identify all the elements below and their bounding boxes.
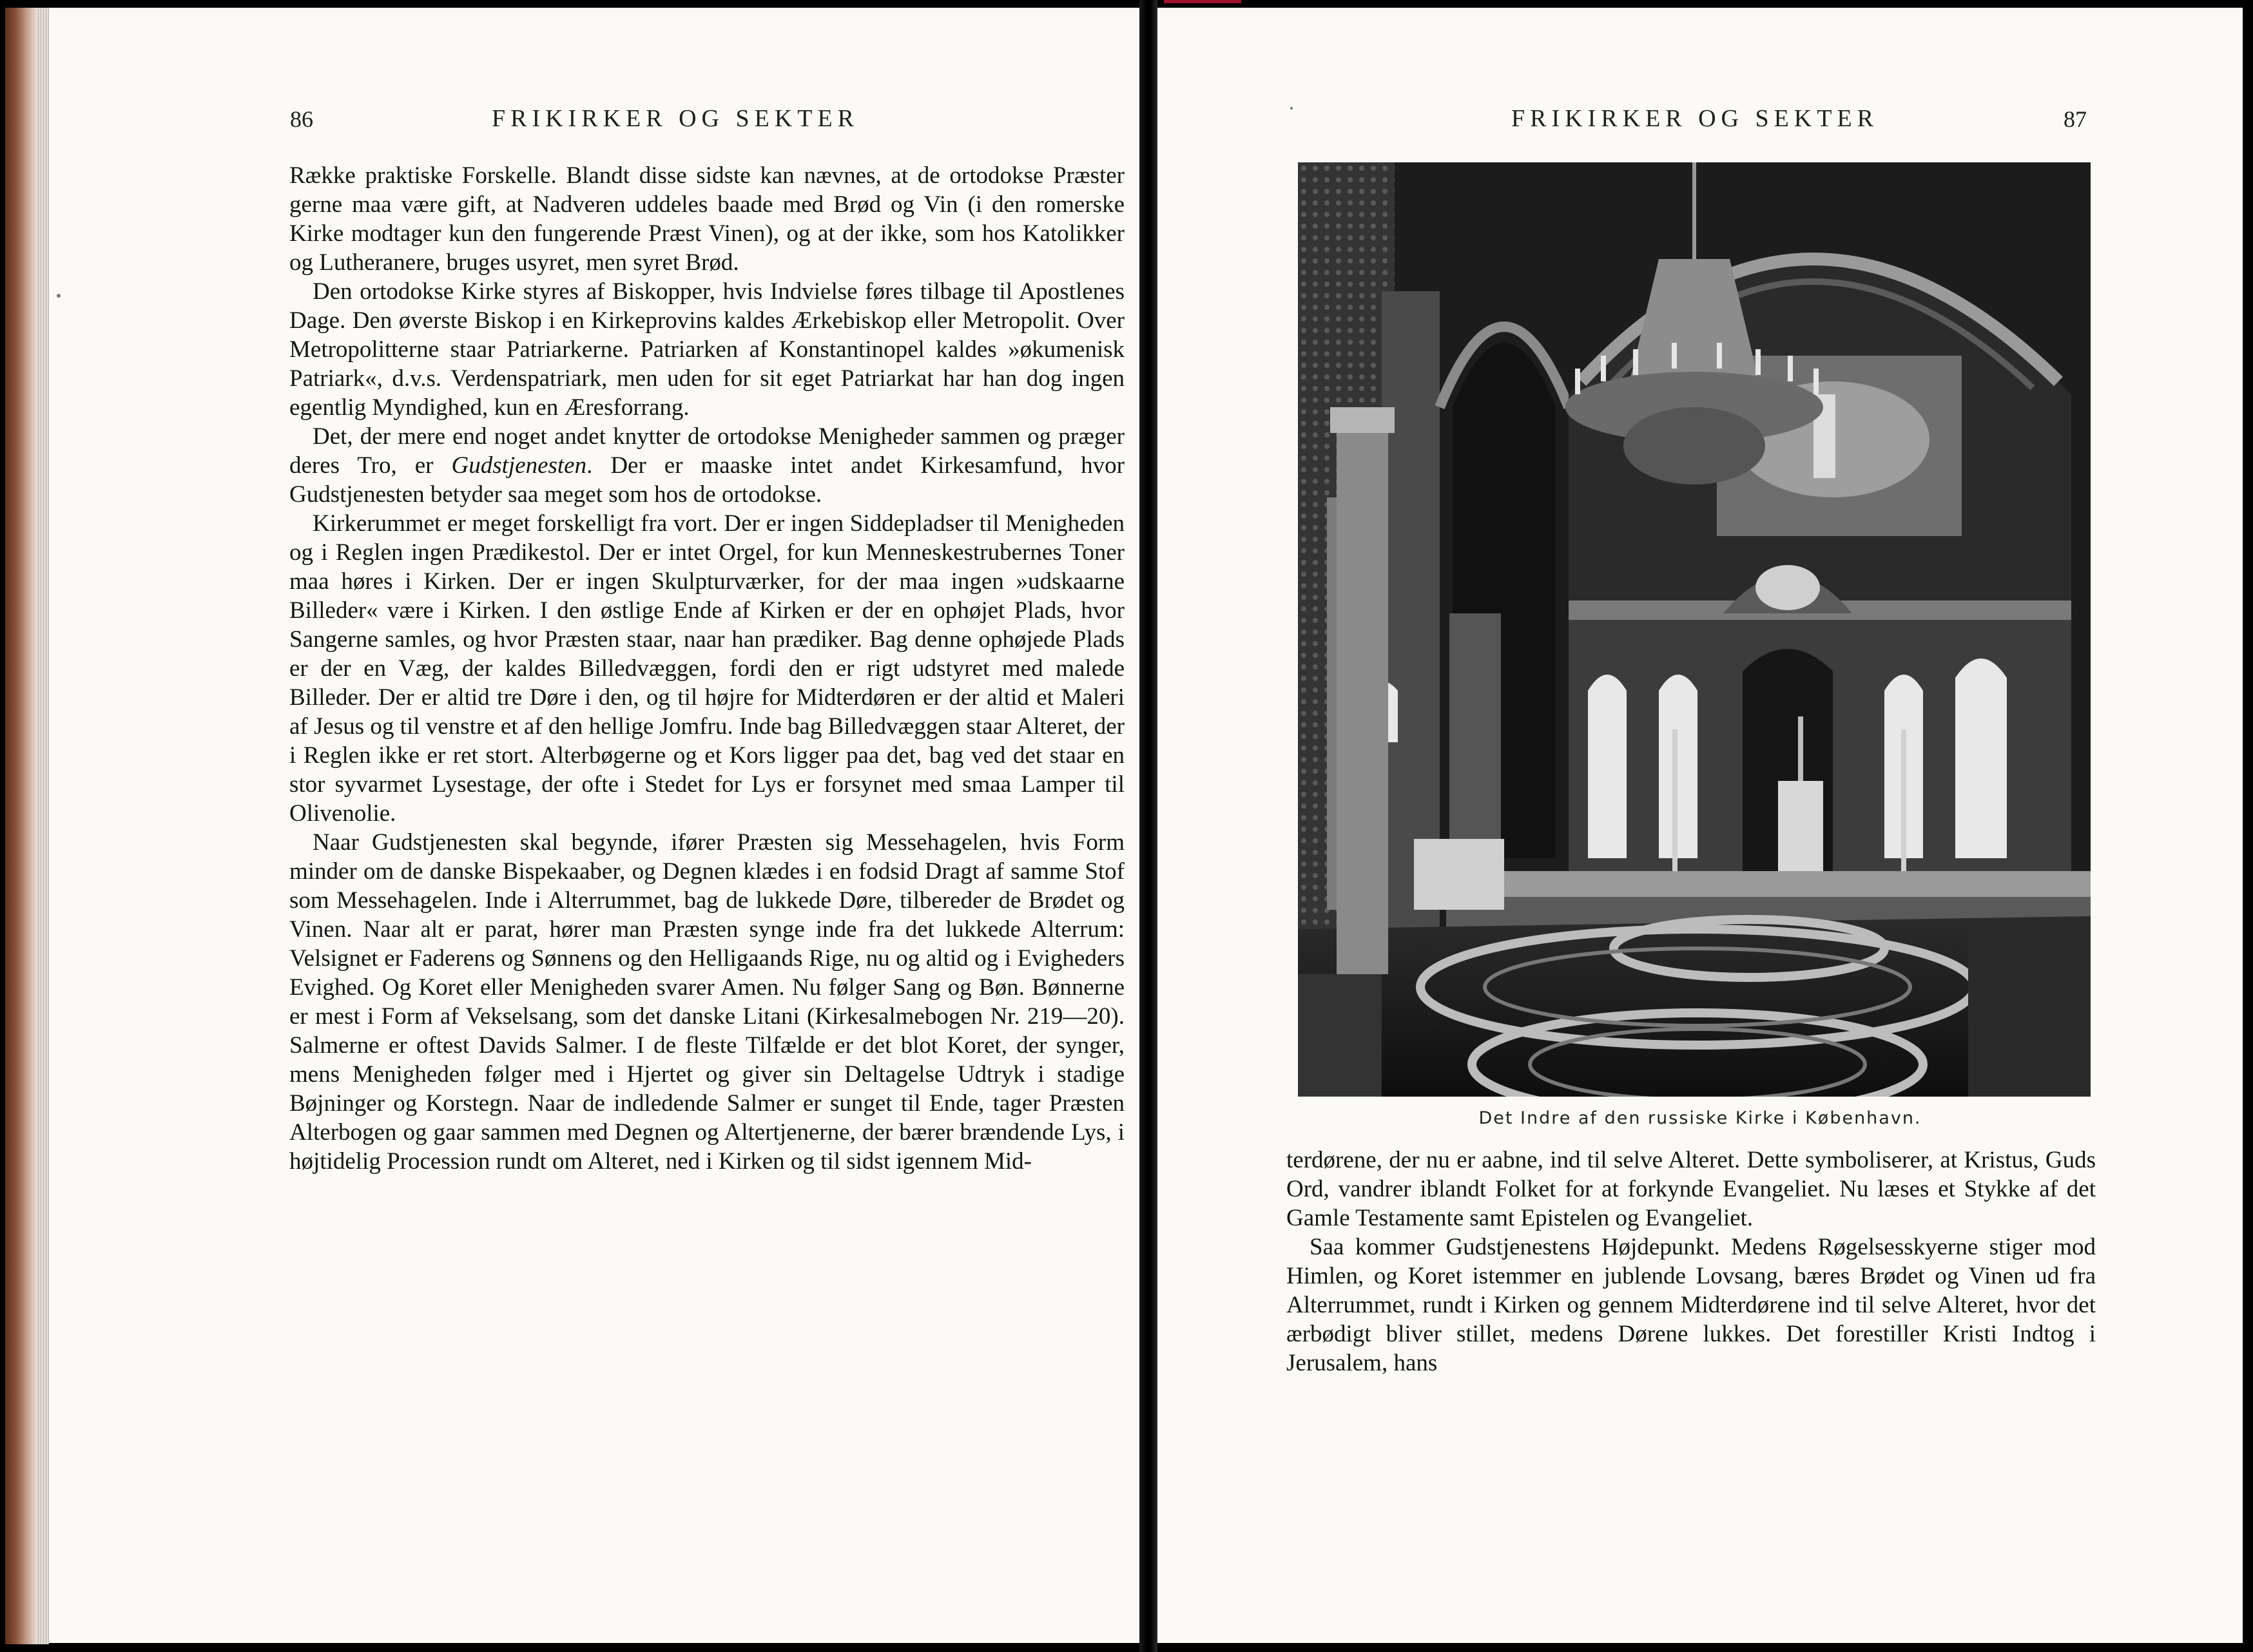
figure-caption: Det Indre af den russiske Kirke i København. [1478, 1108, 1922, 1128]
church-interior-photo [1298, 162, 2091, 1097]
paragraph-text: Det, der mere end noget andet knytter de ortodokse Menigheder sammen og præger deres Tro, er [289, 423, 1125, 479]
margin-mark [57, 294, 61, 298]
page-stack [36, 8, 49, 1644]
paragraph: Den ortodokse Kirke styres af Biskopper, hvis Indvielse føres tilbage til Apostlenes Dage. Den øverste Biskop i en Kirkeprovins kaldes Ærkebiskop eller Metropolit. Over Metropolitterne staar Patriarkerne. Patriarken af Konstantinopel kaldes »økumenisk Patriark«, d.v.s. Verdenspatriark, men uden for sit eget Patriarkat har han dog ingen egentlig Myndighed, kun en Æresforrang. [289, 278, 1125, 421]
paragraph: Kirkerummet er meget forskelligt fra vort. Der er ingen Siddepladser til Menigheden og i Reglen ingen Prædikestol. Der er intet Orgel, for kun Menneskestrubernes Toner maa høres i Kirken. Der er ingen Skulpturværker, for der maa ingen »udskaarne Billeder« være i Kirken. I den østlige Ende af Kirken er der en ophøjet Plads, hvor Sangerne samles, og hvor Præsten staar, naar han prædiker. Bag denne ophøjede Plads er der en Væg, der kaldes Billedvæggen, fordi den er rigt udstyret med malede Billeder. Der er altid tre Døre i den, og til højre for Midterdøren er der altid et Maleri af Jesus og til venstre et af den hellige Jomfru. Inde bag Billedvæggen staar Alteret, der i Reglen ikke er ret stort. Alterbøgerne og et Kors ligger paa det, bag ved det staar en stor syvarmet Lysestage, der ofte i Stedet for Lys er forsynet med smaa Lamper til Olivenolie. [289, 510, 1125, 827]
right-body-text [1286, 1146, 2096, 1378]
photo-illustration [1298, 162, 2091, 1097]
page-number-right: 87 [2064, 106, 2087, 132]
book-gutter [1139, 0, 1157, 1652]
left-body-text [289, 161, 1125, 1176]
paragraph: Naar Gudstjenesten skal begynde, ifører Præsten sig Messehagelen, hvis Form minder om de danske Bispekaaber, og Degnen klædes i en fodsid Dragt af samme Stof som Messehagelen. Inde i Alterrummet, bag de lukkede Døre, tilbereder de Brødet og Vinen. Naar alt er parat, hører man Præsten synge inde fra det lukkede Alterrum: Velsignet er Faderens og Sønnens og den Helligaands Rige, nu og altid og i Evigheders Evighed. Og Koret eller Menigheden svarer Amen. Nu følger Sang og Bøn. Bønnerne er mest i Form af Vekselsang, som det danske Litani (Kirkesalmebogen Nr. 219—20). Salmerne er oftest Davids Salmer. I de fleste Tilfælde er det blot Koret, der synger, mens Menigheden følger med i Hjertet og giver sin Deltagelse Udtryk i stadige Bøjninger og Korstegn. Naar de indledende Salmer er sunget til Ende, tager Præsten Alterbogen og gaar sammen med Degnen og Altertjenerne, der bærer brændende Lys, i højtidelig Procession rundt om Alteret, ned i Kirken og til sidst igennem Mid- [289, 829, 1125, 1175]
running-head-right: FRIKIRKER OG SEKTER [1511, 105, 1879, 132]
paragraph: Saa kommer Gudstjenestens Højdepunkt. Medens Røgelsesskyerne stiger mod Himlen, og Koret istemmer en jublende Lovsang, bæres Brødet og Vinen ud fra Alterrummet, rundt i Kirken og gennem Midterdørene ind til selve Alteret, hvor det ærbødigt bliver stillet, medens Dørene lukkes. Det forestiller Kristi Indtog i Jerusalem, hans [1286, 1234, 2096, 1376]
book-edge [5, 8, 36, 1644]
page-number-left: 86 [290, 106, 313, 132]
paragraph: Række praktiske Forskelle. Blandt disse sidste kan nævnes, at de ortodokse Præster gerne maa være gift, at Nadveren uddeles baade med Brød og Vin (i den romerske Kirke modtager kun den fungerende Præst Vinen), og at der ikke, som hos Katolikker og Lutheranere, bruges usyret, men syret Brød. [289, 162, 1125, 276]
bookmark-ribbon [1164, 0, 1241, 3]
emphasis-gudstjenesten: Gudstjenesten [451, 452, 587, 479]
paragraph [289, 422, 1125, 509]
left-page [49, 8, 1139, 1643]
paragraph-text: . Der er maaske intet andet Kirkesamfund, hvor Gudstjenesten betyder saa meget som hos de ortodokse. [289, 452, 1125, 508]
paragraph: terdørene, der nu er aabne, ind til selve Alteret. Dette symboliserer, at Kristus, Guds Ord, vandrer iblandt Folket for at forkynde Evangeliet. Nu læses et Stykke af det Gamle Testamente samt Epistelen og Evangeliet. [1286, 1147, 2096, 1231]
right-page [1157, 8, 2243, 1643]
print-speck [1290, 107, 1293, 110]
running-head-left: FRIKIRKER OG SEKTER [492, 105, 860, 132]
